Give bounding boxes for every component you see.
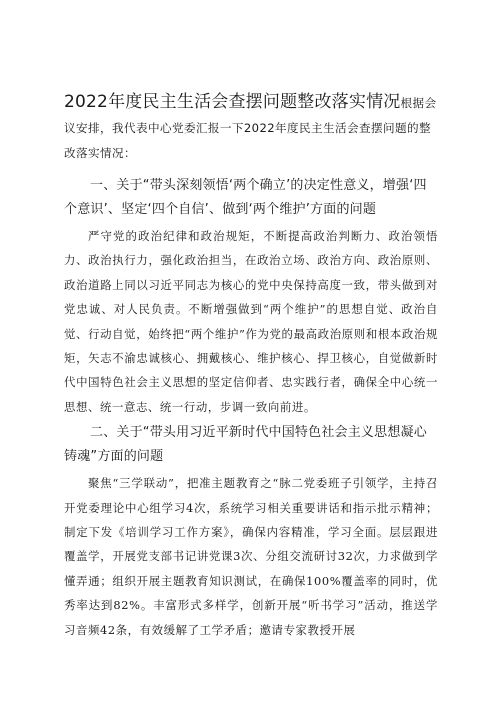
section-1-body: 严守党的政治纪律和政治规矩，不断提高政治判断力、政治领悟力、政治执行力，强化政治担当，在政治立场、政治方向、政治原则、政治道路上同以习近平同志为核心的党中央保持高度一致，带头做到对党忠诚、对人民负责。不断增强做到“两个维护”的思想自觉、政治自觉、行动自觉，始终把“两个维护”作为党的最高政治原则和根本政治规矩，矢志不渝忠诚核心、拥戴核心、维护核心、捍卫核心，自觉做新时代中国特色社会主义思想的坚定信仰者、忠实践行者，确保全中心统一思想、统一意志、统一行动，步调一致向前进。 — [64, 229, 438, 414]
title-block — [64, 90, 438, 166]
intro-text: 根据会议安排，我代表中心党委汇报一下2022年度民主生活会查摆问题的整改落实情况： — [64, 96, 437, 160]
section-2-body: 聚焦“三学联动”，把准主题教育之“脉二党委班子引领学，主持召开党委理论中心组学习4次，系统学习相关重要讲话和指示批示精神；制定下发《培训学习工作方案》，确保内容精准，学习全面。层层跟进覆盖学，开展党支部书记讲党课3次、分组交流研讨32次，力求做到学懂弄通；组织开展主题教育知识测试，在确保100%覆盖率的同时，优秀率达到82%。丰富形式多样学，创新开展“听书学习”活动，推送学习音频42条，有效缓解了工学矛盾；邀请专家教授开展 — [64, 476, 438, 637]
section-1-heading: 一、关于“带头深刻领悟‘两个确立’的决定性意义，增强‘四个意识’、坚定‘四个自信’、做到‘两个维护’方面的问题 — [64, 178, 427, 217]
section-2-heading: 二、关于“带头用习近平新时代中国特色社会主义思想凝心铸魂”方面的问题 — [64, 425, 427, 465]
document-title: 2022年度民主生活会查摆问题整改落实情况 — [64, 92, 401, 112]
